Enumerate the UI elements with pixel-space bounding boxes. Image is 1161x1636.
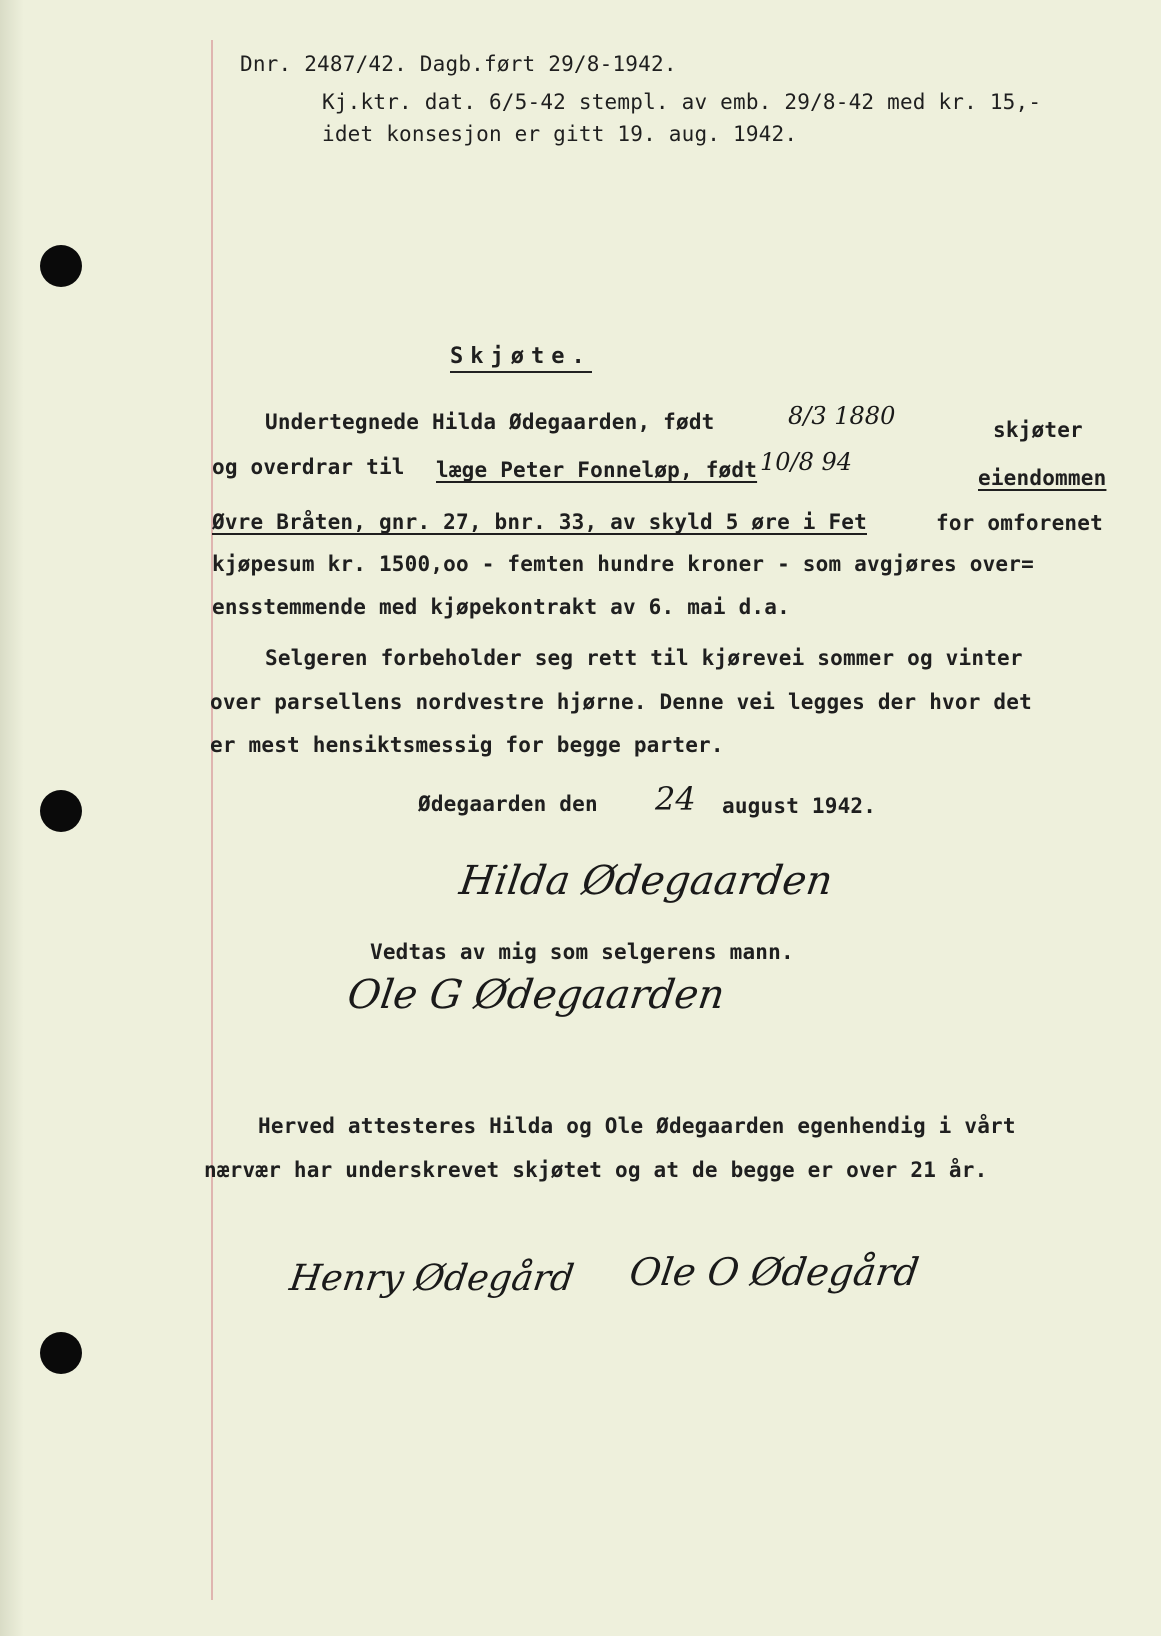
- p1-line-1a: Undertegnede Hilda Ødegaarden, født: [265, 410, 715, 434]
- handwritten-birthdate-seller: 8/3 1880: [788, 402, 896, 430]
- header-line-2: Kj.ktr. dat. 6/5-42 stempl. av emb. 29/8-42 med kr. 15,-: [322, 90, 1042, 114]
- p1-line-2a: og overdrar til: [212, 455, 405, 479]
- date-line-b: august 1942.: [722, 794, 877, 818]
- signature-witness-2: Ole O Ødegård: [626, 1250, 922, 1294]
- attestation-line-2: nærvær har underskrevet skjøtet og at de begge er over 21 år.: [204, 1158, 988, 1182]
- signature-husband: Ole G Ødegaarden: [344, 972, 728, 1018]
- attestation-line-1: Herved attesteres Hilda og Ole Ødegaarden egenhendig i vårt: [258, 1114, 1016, 1138]
- date-line-a: Ødegaarden den: [418, 792, 598, 816]
- document-title: Skjøte.: [450, 344, 592, 373]
- p2-line-1: Selgeren forbeholder seg rett til kjørevei sommer og vinter: [265, 646, 1023, 670]
- p1-line-2b: eiendommen: [978, 466, 1107, 490]
- signature-seller: Hilda Ødegaarden: [456, 858, 836, 904]
- p1-line-5: ensstemmende med kjøpekontrakt av 6. mai d.a.: [212, 595, 790, 619]
- punch-hole-bottom: [40, 1332, 82, 1374]
- p1-line-4: kjøpesum kr. 1500,oo - femten hundre kroner - som avgjøres over=: [212, 552, 1034, 576]
- p1-line-3b: for omforenet: [936, 511, 1103, 535]
- handwritten-day: 24: [655, 780, 696, 818]
- signature-witness-1: Henry Ødegård: [287, 1258, 577, 1299]
- p1-line-3-property: Øvre Bråten, gnr. 27, bnr. 33, av skyld 5 øre i Fet: [212, 510, 867, 534]
- page-edge-shadow: [0, 0, 24, 1636]
- p2-line-2: over parsellens nordvestre hjørne. Denne vei legges der hvor det: [210, 690, 1032, 714]
- header-line-3: idet konsesjon er gitt 19. aug. 1942.: [322, 122, 798, 146]
- margin-rule: [211, 40, 213, 1600]
- header-line-1: Dnr. 2487/42. Dagb.ført 29/8-1942.: [240, 52, 677, 76]
- p1-line-1b: skjøter: [993, 418, 1083, 442]
- p2-line-3: er mest hensiktsmessig for begge parter.: [210, 733, 724, 757]
- punch-hole-middle: [40, 790, 82, 832]
- handwritten-birthdate-buyer: 10/8 94: [760, 448, 853, 476]
- punch-hole-top: [40, 245, 82, 287]
- husband-consent: Vedtas av mig som selgerens mann.: [370, 940, 794, 964]
- p1-line-2-buyer: læge Peter Fonneløp, født: [436, 458, 758, 482]
